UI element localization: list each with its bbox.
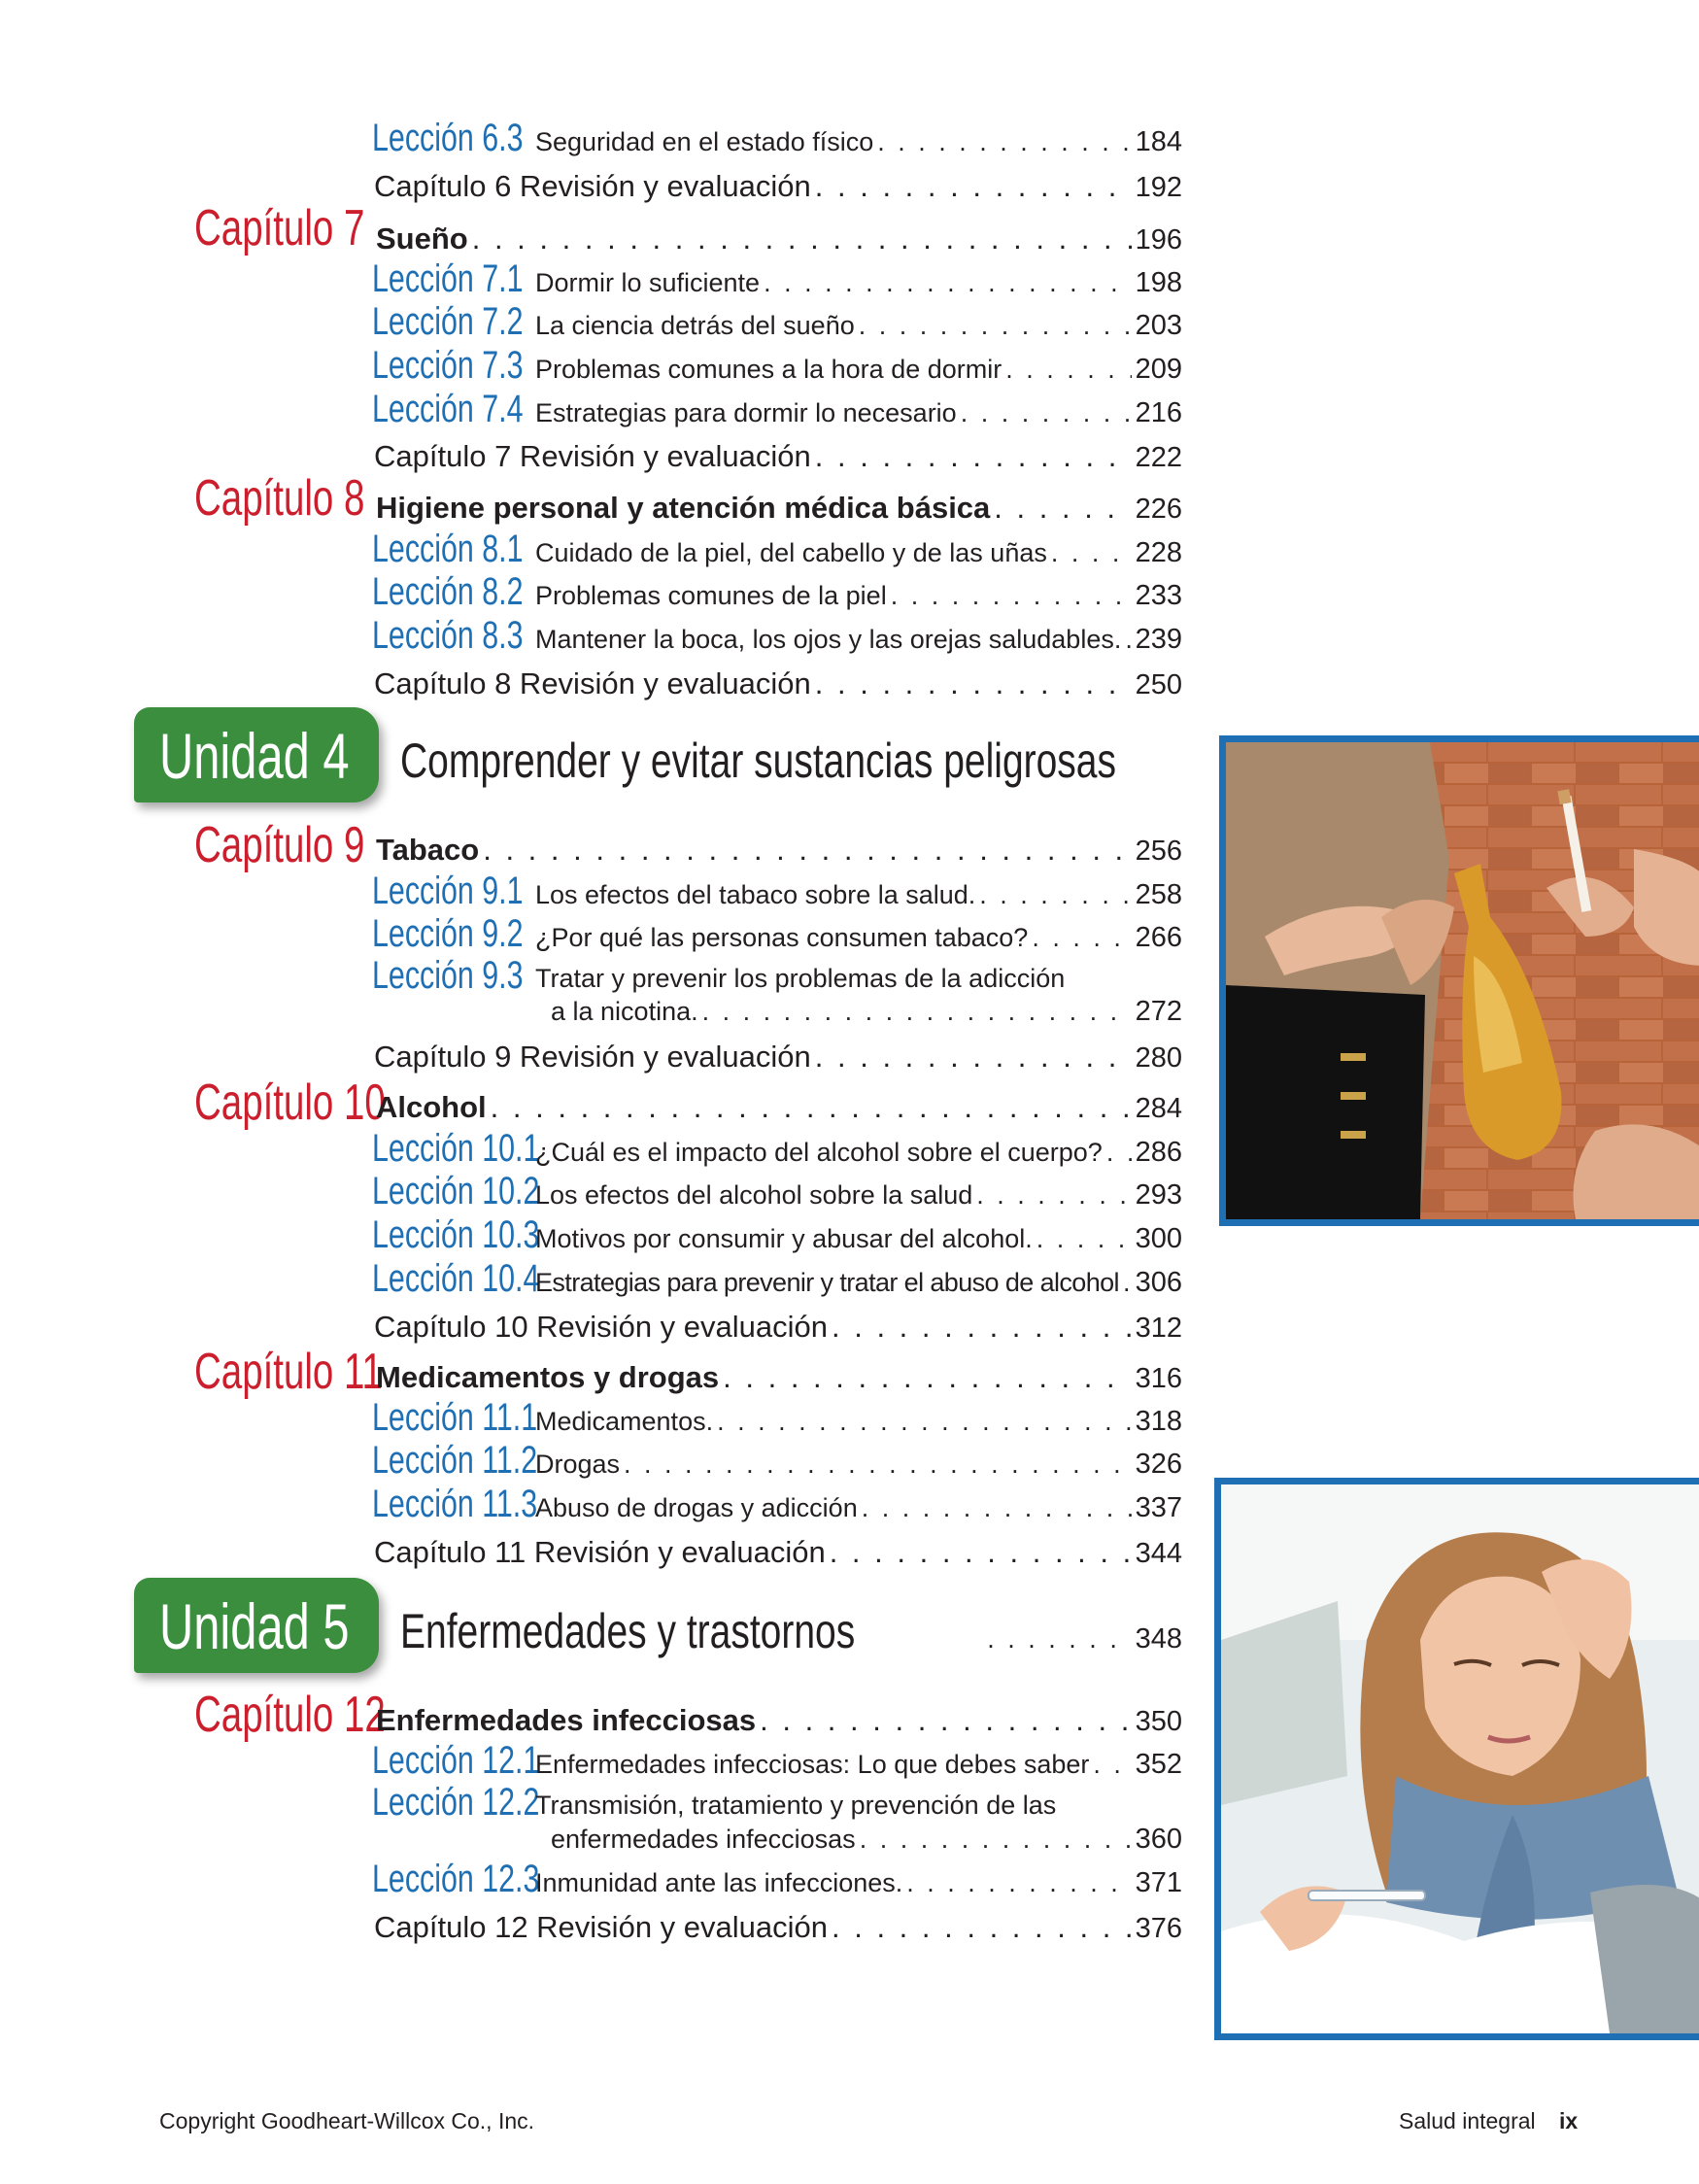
chapter-label: Capítulo 7	[194, 200, 365, 256]
page-number: 318	[1135, 1406, 1182, 1437]
page-number: 360	[1135, 1824, 1182, 1855]
toc-entry-line2[interactable]	[551, 996, 1182, 1028]
chapter-review-entry[interactable]	[374, 1310, 1182, 1345]
page-number: 293	[1135, 1179, 1182, 1211]
page-number: 196	[1135, 224, 1182, 256]
page-number: 284	[1135, 1093, 1182, 1124]
lesson-label: Lección 9.1	[372, 870, 524, 912]
toc-entry[interactable]	[535, 1867, 1182, 1899]
lesson-title: Abuso de drogas y adicción	[535, 1493, 858, 1522]
lesson-title-cont: enfermedades infecciosas	[551, 1825, 856, 1854]
toc-entry[interactable]	[535, 1137, 1182, 1169]
page-number: 300	[1135, 1223, 1182, 1254]
lesson-title: Los efectos del tabaco sobre la salud.	[535, 880, 976, 909]
toc-entry[interactable]	[535, 879, 1182, 911]
review-title: Capítulo 10 Revisión y evaluación	[374, 1310, 828, 1344]
page-number: 256	[1135, 836, 1182, 867]
lesson-title: Los efectos del alcohol sobre la salud	[535, 1180, 973, 1210]
unit-label: Unidad 4	[159, 720, 350, 792]
page-number: 376	[1135, 1913, 1182, 1944]
lesson-label: Lección 11.3	[372, 1483, 538, 1525]
lesson-label: Lección 12.2	[372, 1781, 540, 1824]
chapter-entry[interactable]	[376, 833, 1182, 868]
page-number: 226	[1135, 494, 1182, 525]
page-number: 192	[1135, 172, 1182, 203]
lesson-label: Lección 7.1	[372, 257, 524, 300]
page-number: 228	[1135, 537, 1182, 568]
lesson-label: Lección 12.3	[372, 1858, 540, 1900]
page-number: 198	[1135, 267, 1182, 298]
lesson-label: Lección 11.1	[372, 1396, 538, 1439]
photo-sick-teen	[1214, 1478, 1699, 2040]
page-number: 352	[1135, 1749, 1182, 1780]
lesson-label: Lección 9.2	[372, 912, 524, 955]
chapter-title: Enfermedades infecciosas	[376, 1703, 757, 1737]
lesson-label: Lección 11.2	[372, 1439, 538, 1482]
chapter-entry[interactable]	[376, 491, 1182, 526]
chapter-entry[interactable]	[376, 222, 1182, 256]
toc-entry[interactable]	[535, 126, 1182, 158]
chapter-label: Capítulo 9	[194, 817, 365, 873]
chapter-label: Capítulo 12	[194, 1687, 386, 1743]
chapter-title: Alcohol	[376, 1090, 487, 1124]
page-number: 222	[1135, 442, 1182, 473]
lesson-title-cont: a la nicotina.	[551, 997, 698, 1026]
lesson-title: Drogas	[535, 1450, 621, 1479]
lesson-label: Lección 7.2	[372, 300, 524, 343]
lesson-title: Estrategias para prevenir y tratar el abuso de alcohol	[535, 1268, 1119, 1297]
page-number: 239	[1135, 624, 1182, 655]
lesson-title: Enfermedades infecciosas: Lo que debes saber	[535, 1750, 1090, 1779]
lesson-title: Seguridad en el estado físico	[535, 127, 874, 156]
page-number: 286	[1135, 1137, 1182, 1168]
lesson-title: Mantener la boca, los ojos y las orejas saludables.	[535, 625, 1122, 654]
lesson-title: La ciencia detrás del sueño	[535, 311, 855, 340]
chapter-label: Capítulo 10	[194, 1075, 386, 1131]
toc-entry[interactable]	[535, 624, 1182, 656]
lesson-label: Lección 6.3	[372, 117, 524, 159]
unit-badge	[134, 707, 379, 802]
page-number: 250	[1135, 669, 1182, 700]
review-title: Capítulo 8 Revisión y evaluación	[374, 666, 811, 700]
toc-entry-line1[interactable]	[535, 1791, 1182, 1821]
toc-entry[interactable]	[535, 267, 1182, 299]
chapter-entry[interactable]	[376, 1360, 1182, 1395]
footer-book-title: Salud integral	[1399, 2108, 1536, 2133]
toc-entry[interactable]	[535, 1749, 1182, 1781]
lesson-title: ¿Por qué las personas consumen tabaco?	[535, 923, 1029, 952]
unit-title: Enfermedades y trastornos	[400, 1604, 856, 1658]
toc-entry[interactable]	[535, 397, 1182, 429]
chapter-review-entry[interactable]	[374, 439, 1182, 474]
footer-page-number: ix	[1559, 2108, 1579, 2133]
lesson-title: Dormir lo suficiente	[535, 268, 761, 297]
toc-entry[interactable]	[535, 1449, 1182, 1481]
chapter-review-entry[interactable]	[374, 666, 1182, 701]
lesson-label: Lección 8.1	[372, 528, 524, 570]
chapter-entry[interactable]	[376, 1703, 1182, 1738]
chapter-review-entry[interactable]	[374, 1535, 1182, 1570]
chapter-review-entry[interactable]	[374, 1910, 1182, 1945]
lesson-title: Transmisión, tratamiento y prevención de las	[535, 1791, 1057, 1820]
review-title: Capítulo 12 Revisión y evaluación	[374, 1910, 828, 1944]
toc-entry[interactable]	[535, 1406, 1182, 1438]
chapter-title: Tabaco	[376, 833, 480, 867]
review-title: Capítulo 7 Revisión y evaluación	[374, 439, 811, 473]
page-number: 209	[1135, 354, 1182, 385]
unit-entry[interactable]	[400, 1603, 1182, 1659]
toc-entry[interactable]	[535, 537, 1182, 569]
page-number: 266	[1135, 922, 1182, 953]
photo-sick-teen-illustration	[1221, 1484, 1699, 2033]
chapter-label: Capítulo 8	[194, 470, 365, 527]
chapter-title: Sueño	[376, 222, 468, 256]
lesson-title: Medicamentos.	[535, 1407, 714, 1436]
lesson-title: Problemas comunes a la hora de dormir	[535, 355, 1002, 384]
unit-entry[interactable]	[400, 733, 1182, 789]
chapter-label: Capítulo 11	[194, 1344, 383, 1400]
review-title: Capítulo 9 Revisión y evaluación	[374, 1040, 811, 1074]
photo-refusing-substances	[1219, 735, 1699, 1226]
lesson-label: Lección 10.4	[372, 1257, 540, 1300]
lesson-title: ¿Cuál es el impacto del alcohol sobre el cuerpo?	[535, 1138, 1103, 1167]
toc-entry[interactable]	[535, 1223, 1182, 1255]
page-number: 203	[1135, 310, 1182, 341]
lesson-title: Cuidado de la piel, del cabello y de las uñas	[535, 538, 1047, 567]
toc-entry-line2[interactable]	[551, 1824, 1182, 1856]
page-number: 371	[1135, 1867, 1182, 1898]
lesson-label: Lección 12.1	[372, 1739, 540, 1782]
chapter-title: Medicamentos y drogas	[376, 1360, 720, 1394]
lesson-label: Lección 10.1	[372, 1127, 540, 1170]
lesson-title: Motivos por consumir y abusar del alcohol.	[535, 1224, 1033, 1253]
lesson-label: Lección 9.3	[372, 954, 524, 997]
page-number: 233	[1135, 580, 1182, 611]
page-number: 344	[1135, 1538, 1182, 1569]
page-number: 337	[1135, 1492, 1182, 1523]
toc-entry[interactable]	[535, 1267, 1182, 1299]
lesson-title: Problemas comunes de la piel	[535, 581, 887, 610]
photo-refusing-substances-illustration	[1226, 742, 1699, 1219]
page-number: 272	[1135, 996, 1182, 1027]
toc-entry-line1[interactable]	[535, 964, 1182, 994]
toc-entry[interactable]	[535, 1179, 1182, 1211]
lesson-title: Estrategias para dormir lo necesario	[535, 398, 957, 427]
toc-entry[interactable]	[535, 354, 1182, 386]
chapter-entry[interactable]	[376, 1090, 1182, 1125]
page-number: 216	[1135, 397, 1182, 428]
lesson-label: Lección 8.3	[372, 614, 524, 657]
unit-label: Unidad 5	[159, 1590, 350, 1662]
toc-entry[interactable]	[535, 922, 1182, 954]
lesson-label: Lección 7.4	[372, 388, 524, 430]
chapter-title: Higiene personal y atención médica básica	[376, 491, 991, 525]
review-title: Capítulo 11 Revisión y evaluación	[374, 1535, 826, 1569]
page-number: 306	[1135, 1267, 1182, 1298]
page-number: 348	[1135, 1623, 1182, 1655]
toc-entry[interactable]	[535, 310, 1182, 342]
page-number: 316	[1135, 1363, 1182, 1394]
page-number: 184	[1135, 126, 1182, 157]
page-number: 312	[1135, 1313, 1182, 1344]
toc-entry[interactable]	[535, 580, 1182, 612]
page-number: 258	[1135, 879, 1182, 910]
lesson-title: Tratar y prevenir los problemas de la adicción	[535, 964, 1066, 993]
page-number: 280	[1135, 1042, 1182, 1074]
lesson-label: Lección 8.2	[372, 570, 524, 613]
chapter-review-entry[interactable]	[374, 1040, 1182, 1075]
lesson-label: Lección 10.3	[372, 1213, 540, 1256]
unit-title: Comprender y evitar sustancias peligrosas	[400, 734, 1117, 788]
lesson-title: Inmunidad ante las infecciones.	[535, 1868, 903, 1897]
lesson-label: Lección 10.2	[372, 1170, 540, 1212]
review-title: Capítulo 6 Revisión y evaluación	[374, 169, 811, 203]
lesson-label: Lección 7.3	[372, 344, 524, 387]
toc-entry[interactable]	[535, 1492, 1182, 1524]
footer-copyright: Copyright Goodheart-Willcox Co., Inc.	[159, 2108, 535, 2133]
page-number: 326	[1135, 1449, 1182, 1480]
page-number: 350	[1135, 1706, 1182, 1737]
unit-badge	[134, 1578, 379, 1673]
chapter-review-entry[interactable]	[374, 169, 1182, 204]
